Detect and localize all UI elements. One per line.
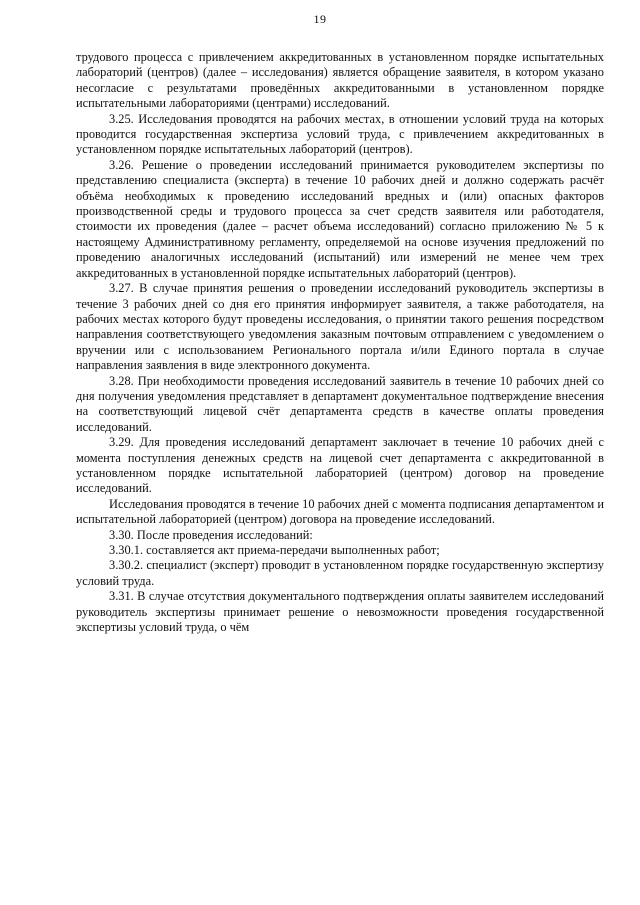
paragraph-3-30: 3.30. После проведения исследований: bbox=[109, 527, 313, 542]
paragraph-3-30-2: 3.30.2. специалист (эксперт) проводит в установленном порядке государственную экспертизу условий труда. bbox=[76, 558, 604, 588]
paragraph-continuation: трудового процесса с привлечением аккредитованных в установленном порядке испытательных лабораторий (центров) (далее – исследования) является обращение заявителя, в котором указано несогласие с результатами проведённых аккредитованными в установленном порядке испытательными лабораториями (центрами) исследований. bbox=[76, 50, 604, 111]
paragraph-3-28: 3.28. При необходимости проведения исследований заявитель в течение 10 рабочих дней со дня получения уведомления представляет в департамент документальное подтверждение внесения на соответствующий лицевой счёт департамента средств в качестве оплаты проведения исследований. bbox=[76, 373, 604, 434]
paragraph-research-duration: Исследования проводятся в течение 10 рабочих дней с момента подписания департаментом и испытательной лабораторией (центром) договора на проведение исследований. bbox=[76, 496, 604, 527]
paragraph-3-25: 3.25. Исследования проводятся на рабочих местах, в отношении условий труда на которых проводится государственная экспертиза условий труда, с привлечением аккредитованных в установленном порядке испытательных лабораторий (центров). bbox=[76, 111, 604, 157]
document-body bbox=[76, 50, 604, 635]
paragraph-3-30-1: 3.30.1. составляется акт приема-передачи выполненных работ; bbox=[109, 543, 440, 557]
page-number: 19 bbox=[313, 12, 327, 26]
paragraph-3-29: 3.29. Для проведения исследований департамент заключает в течение 10 рабочих дней с момента поступления денежных средств на лицевой счет департамента с аккредитованной в установленном порядке испытательной лабораторией (центром) договор на проведение исследований. bbox=[76, 435, 604, 496]
paragraph-3-27: 3.27. В случае принятия решения о проведении исследований руководитель экспертизы в течение 3 рабочих дней со дня его принятия информирует заявителя, а также работодателя, на рабочих местах которого будут проведены исследования, о принятии такого решения посредством направления соответствующего уведомления заказным почтовым отправлением с уведомлением о вручении или с использованием Регионального портала и/или Единого портала в случае направления заявления в виде электронного документа. bbox=[76, 281, 604, 373]
paragraph-3-31: 3.31. В случае отсутствия документального подтверждения оплаты заявителем исследований руководитель экспертизы принимает решение о невозможности проведения государственной экспертизы условий труда, о чём bbox=[76, 589, 604, 635]
paragraph-3-26: 3.26. Решение о проведении исследований принимается руководителем экспертизы по представлению специалиста (эксперта) в течение 10 рабочих дней и должно содержать расчёт объёма необходимых к проведению исследований вредных и (или) опасных факторов производственной среды и трудового процесса за счет средств заявителя или работодателя, стоимости их проведения (далее – расчет объема исследований) согласно приложению № 5 к настоящему Административному регламенту, определяемой на основе изучения предложений по проведению аналогичных исследований (испытаний) или измерений не менее чем трех аккредитованных в установленной порядке испытательных лабораторий (центров). bbox=[76, 157, 604, 280]
